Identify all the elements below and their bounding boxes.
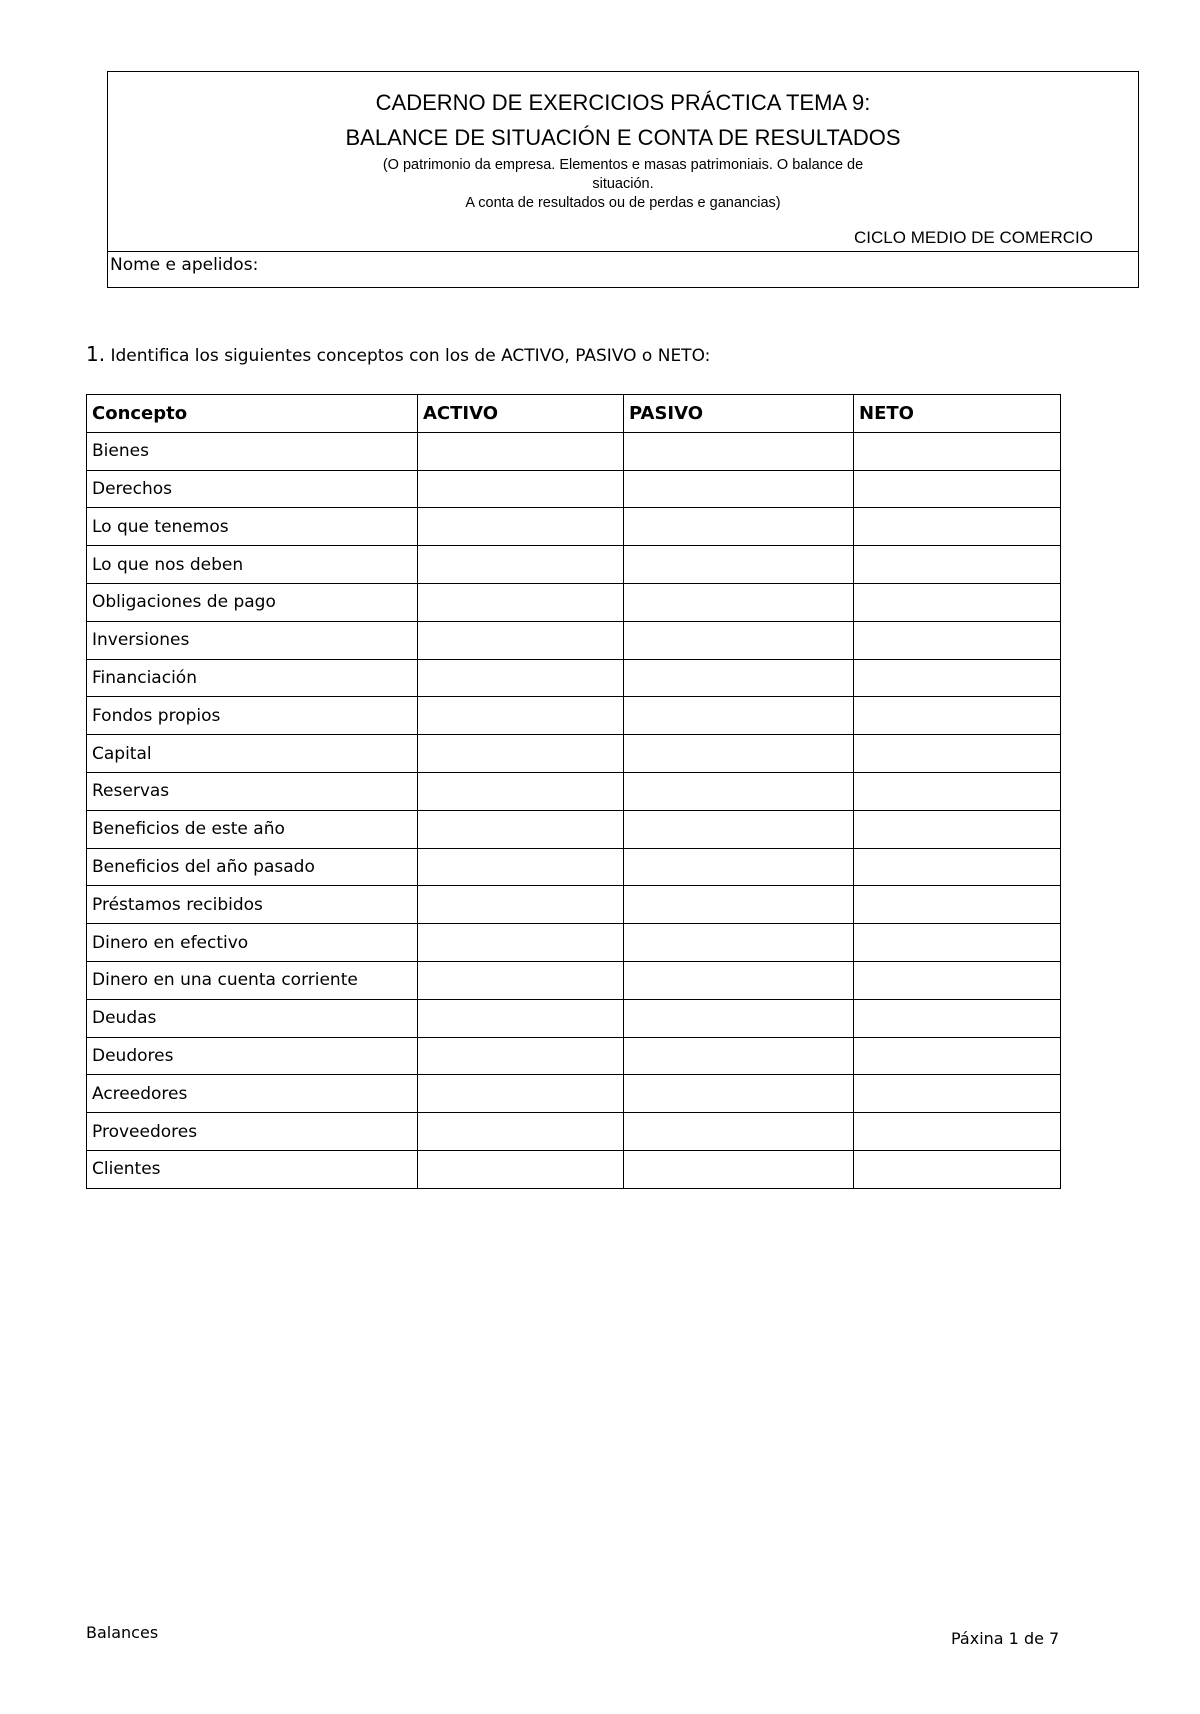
table-row: [87, 924, 1061, 962]
neto-cell[interactable]: [854, 848, 1061, 886]
table-row: [87, 508, 1061, 546]
table-row: [87, 470, 1061, 508]
concept-cell: Beneficios del año pasado: [87, 848, 418, 886]
activo-cell[interactable]: [418, 810, 624, 848]
pasivo-cell[interactable]: [624, 583, 854, 621]
concept-cell: Clientes: [87, 1150, 418, 1188]
pasivo-cell[interactable]: [624, 1150, 854, 1188]
concept-cell: Dinero en efectivo: [87, 924, 418, 962]
question-number: 1.: [86, 342, 106, 366]
concept-cell: Capital: [87, 735, 418, 773]
neto-cell[interactable]: [854, 772, 1061, 810]
table-row: [87, 735, 1061, 773]
concept-cell: Fondos propios: [87, 697, 418, 735]
activo-cell[interactable]: [418, 1113, 624, 1151]
table-row: [87, 1113, 1061, 1151]
column-header-neto: NETO: [854, 395, 1061, 433]
activo-cell[interactable]: [418, 583, 624, 621]
table-row: [87, 546, 1061, 584]
activo-cell[interactable]: [418, 621, 624, 659]
table-row: [87, 583, 1061, 621]
pasivo-cell[interactable]: [624, 772, 854, 810]
table-row: [87, 697, 1061, 735]
activo-cell[interactable]: [418, 848, 624, 886]
neto-cell[interactable]: [854, 546, 1061, 584]
neto-cell[interactable]: [854, 886, 1061, 924]
concept-cell: Reservas: [87, 772, 418, 810]
pasivo-cell[interactable]: [624, 810, 854, 848]
pasivo-cell[interactable]: [624, 999, 854, 1037]
table-row: [87, 1075, 1061, 1113]
subtitle-line-2: A conta de resultados ou de perdas e ganancias): [465, 195, 781, 211]
neto-cell[interactable]: [854, 810, 1061, 848]
pasivo-cell[interactable]: [624, 432, 854, 470]
table-row: [87, 886, 1061, 924]
neto-cell[interactable]: [854, 961, 1061, 999]
neto-cell[interactable]: [854, 432, 1061, 470]
pasivo-cell[interactable]: [624, 697, 854, 735]
concept-cell: Bienes: [87, 432, 418, 470]
activo-cell[interactable]: [418, 772, 624, 810]
neto-cell[interactable]: [854, 508, 1061, 546]
activo-cell[interactable]: [418, 1150, 624, 1188]
pasivo-cell[interactable]: [624, 924, 854, 962]
activo-cell[interactable]: [418, 659, 624, 697]
pasivo-cell[interactable]: [624, 659, 854, 697]
table-row: [87, 432, 1061, 470]
page-number: Páxina 1 de 7: [951, 1629, 1060, 1648]
header-title-area: [108, 72, 1138, 252]
activo-cell[interactable]: [418, 546, 624, 584]
concepts-table: [86, 394, 1061, 1189]
pasivo-cell[interactable]: [624, 886, 854, 924]
pasivo-cell[interactable]: [624, 1037, 854, 1075]
activo-cell[interactable]: [418, 924, 624, 962]
neto-cell[interactable]: [854, 470, 1061, 508]
pasivo-cell[interactable]: [624, 961, 854, 999]
pasivo-cell[interactable]: [624, 1075, 854, 1113]
activo-cell[interactable]: [418, 886, 624, 924]
activo-cell[interactable]: [418, 432, 624, 470]
table-row: [87, 772, 1061, 810]
neto-cell[interactable]: [854, 621, 1061, 659]
column-header-activo: ACTIVO: [418, 395, 624, 433]
header-box: [107, 71, 1139, 288]
concept-cell: Beneficios de este año: [87, 810, 418, 848]
pasivo-cell[interactable]: [624, 470, 854, 508]
cycle-label: CICLO MEDIO DE COMERCIO: [854, 228, 1093, 247]
question-1: [86, 342, 710, 366]
pasivo-cell[interactable]: [624, 1113, 854, 1151]
neto-cell[interactable]: [854, 735, 1061, 773]
activo-cell[interactable]: [418, 1075, 624, 1113]
table-row: [87, 621, 1061, 659]
table-row: [87, 1037, 1061, 1075]
concept-cell: Financiación: [87, 659, 418, 697]
table-row: [87, 961, 1061, 999]
column-header-concepto: Concepto: [87, 395, 418, 433]
neto-cell[interactable]: [854, 1113, 1061, 1151]
concept-cell: Deudas: [87, 999, 418, 1037]
subtitle-line-1: (O patrimonio da empresa. Elementos e masas patrimoniais. O balance de situación.: [382, 157, 864, 192]
pasivo-cell[interactable]: [624, 735, 854, 773]
name-field-label: Nome e apelidos:: [110, 255, 259, 275]
concept-cell: Préstamos recibidos: [87, 886, 418, 924]
neto-cell[interactable]: [854, 1075, 1061, 1113]
neto-cell[interactable]: [854, 924, 1061, 962]
table-row: [87, 999, 1061, 1037]
activo-cell[interactable]: [418, 697, 624, 735]
activo-cell[interactable]: [418, 999, 624, 1037]
table-header-row: [87, 395, 1061, 433]
neto-cell[interactable]: [854, 1150, 1061, 1188]
question-text: Identifica los siguientes conceptos con los de ACTIVO, PASIVO o NETO:: [110, 346, 711, 366]
footer-left: Balances: [86, 1623, 159, 1642]
concept-cell: Inversiones: [87, 621, 418, 659]
concept-cell: Lo que tenemos: [87, 508, 418, 546]
table-row: [87, 1150, 1061, 1188]
pasivo-cell[interactable]: [624, 546, 854, 584]
neto-cell[interactable]: [854, 697, 1061, 735]
table-row: [87, 659, 1061, 697]
neto-cell[interactable]: [854, 999, 1061, 1037]
title-line-1: CADERNO DE EXERCICIOS PRÁCTICA TEMA 9:: [375, 90, 871, 115]
concept-cell: Proveedores: [87, 1113, 418, 1151]
table-row: [87, 848, 1061, 886]
activo-cell[interactable]: [418, 508, 624, 546]
concept-cell: Dinero en una cuenta corriente: [87, 961, 418, 999]
neto-cell[interactable]: [854, 1037, 1061, 1075]
concept-cell: Lo que nos deben: [87, 546, 418, 584]
title-line-2: BALANCE DE SITUACIÓN E CONTA DE RESULTADOS: [345, 125, 901, 150]
column-header-pasivo: PASIVO: [624, 395, 854, 433]
activo-cell[interactable]: [418, 735, 624, 773]
pasivo-cell[interactable]: [624, 848, 854, 886]
activo-cell[interactable]: [418, 961, 624, 999]
subtitle: [378, 156, 868, 213]
pasivo-cell[interactable]: [624, 508, 854, 546]
concept-cell: Deudores: [87, 1037, 418, 1075]
neto-cell[interactable]: [854, 659, 1061, 697]
table-row: [87, 810, 1061, 848]
concept-cell: Derechos: [87, 470, 418, 508]
concept-cell: Obligaciones de pago: [87, 583, 418, 621]
pasivo-cell[interactable]: [624, 621, 854, 659]
concept-cell: Acreedores: [87, 1075, 418, 1113]
neto-cell[interactable]: [854, 583, 1061, 621]
activo-cell[interactable]: [418, 1037, 624, 1075]
activo-cell[interactable]: [418, 470, 624, 508]
